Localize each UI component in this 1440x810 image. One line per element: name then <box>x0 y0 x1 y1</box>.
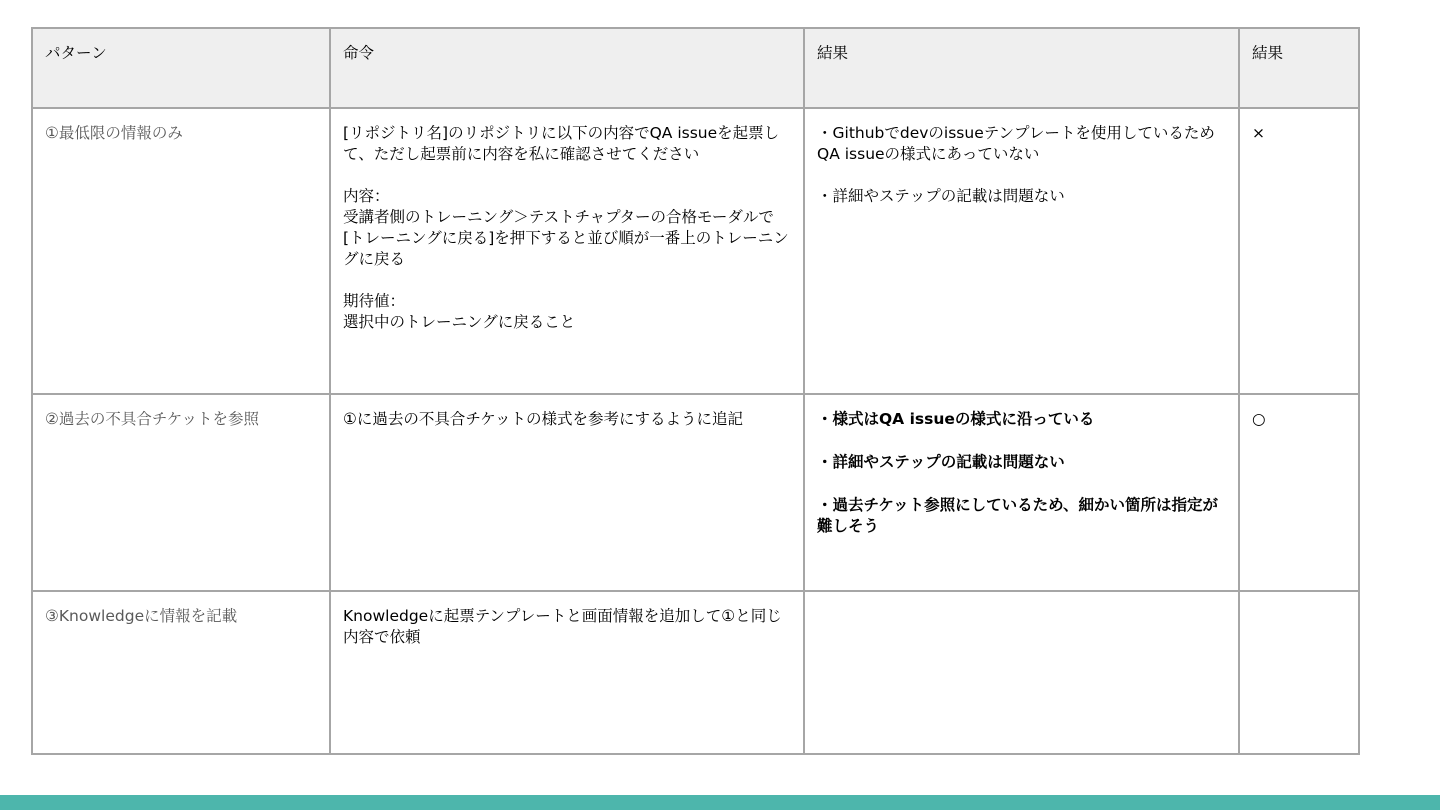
header-result: 結果 <box>804 28 1239 108</box>
result-cell <box>804 394 1239 591</box>
footer-accent-bar <box>0 795 1440 810</box>
header-instruction: 命令 <box>330 28 804 108</box>
result-cell <box>804 108 1239 394</box>
table-header-row <box>32 28 1359 108</box>
result-note: ・詳細やステップの記載は問題ない <box>817 453 1065 471</box>
table-row <box>32 108 1359 394</box>
pattern-cell <box>32 591 330 754</box>
verdict-cell <box>1239 591 1359 754</box>
instruction-cell <box>330 591 804 754</box>
instruction-paragraph: Knowledgeに起票テンプレートと画面情報を追加して①と同じ内容で依頼 <box>343 607 782 646</box>
result-note: ・詳細やステップの記載は問題ない <box>817 187 1065 205</box>
verdict-cell <box>1239 394 1359 591</box>
table-row <box>32 394 1359 591</box>
result-note: ・過去チケット参照にしているため、細かい箇所は指定が難しそう <box>817 496 1218 535</box>
table-row <box>32 591 1359 754</box>
result-note: ・Githubでdevのissueテンプレートを使用しているためQA issueの様式にあっていない <box>817 124 1215 163</box>
instruction-paragraph: ①に過去の不具合チケットの様式を参考にするように追記 <box>343 410 744 428</box>
comparison-table <box>31 27 1360 755</box>
result-note: ・様式はQA issueの様式に沿っている <box>817 410 1095 428</box>
verdict-fail-icon: × <box>1252 124 1265 142</box>
result-cell <box>804 591 1239 754</box>
pattern-label: ③Knowledgeに情報を記載 <box>45 607 238 625</box>
instruction-cell <box>330 108 804 394</box>
header-verdict: 結果 <box>1239 28 1359 108</box>
pattern-cell <box>32 108 330 394</box>
pattern-label: ②過去の不具合チケットを参照 <box>45 410 260 428</box>
pattern-label: ①最低限の情報のみ <box>45 124 183 142</box>
pattern-cell <box>32 394 330 591</box>
instruction-paragraph: 期待値： 選択中のトレーニングに戻ること <box>343 292 576 331</box>
instruction-paragraph: [リポジトリ名]のリポジトリに以下の内容でQA issueを起票して、ただし起票前に内容を私に確認させてください <box>343 124 780 163</box>
verdict-pass-icon: ○ <box>1252 410 1266 428</box>
header-pattern: パターン <box>32 28 330 108</box>
verdict-cell <box>1239 108 1359 394</box>
instruction-paragraph: 内容： 受講者側のトレーニング＞テストチャプターの合格モーダルで[トレーニングに戻る]を押下すると並び順が一番上のトレーニングに戻る <box>343 187 789 268</box>
instruction-cell <box>330 394 804 591</box>
